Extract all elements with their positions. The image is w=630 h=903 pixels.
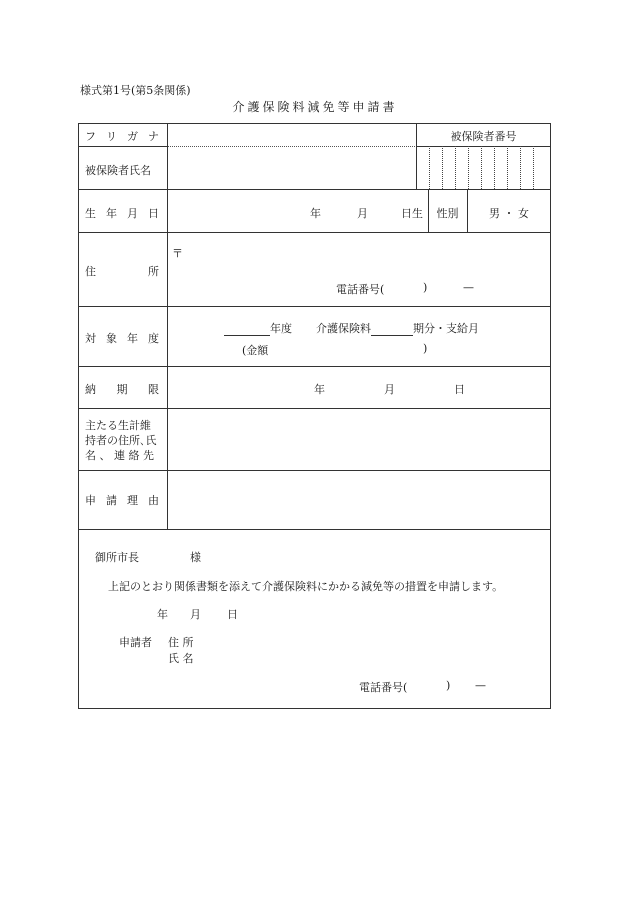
birth-month-unit: 月 xyxy=(357,207,368,220)
number-box-divider xyxy=(520,146,521,189)
honorific: 様 xyxy=(190,551,201,564)
row-divider-address xyxy=(78,232,551,233)
row-divider-application xyxy=(78,529,551,530)
amount-close: ) xyxy=(423,342,428,355)
insured-number-label: 被保険者番号 xyxy=(450,130,517,143)
row-divider-provider xyxy=(78,408,551,409)
premium-label: 介護保険料 xyxy=(316,322,371,335)
reason-label: 申 請 理 由 xyxy=(85,494,159,507)
installment-blank[interactable] xyxy=(371,323,413,336)
row-divider-deadline xyxy=(78,366,551,367)
birth-day-unit: 日生 xyxy=(401,207,423,220)
row-divider-reason xyxy=(78,470,551,471)
address-label: 住 所 xyxy=(85,265,159,278)
number-box-divider xyxy=(455,146,456,189)
application-statement: 上記のとおり関係書類を添えて介護保険料にかかる減免等の措置を申請します。 xyxy=(108,580,504,593)
addressee: 御所市長 xyxy=(95,551,139,564)
applicant-phone-close: ) xyxy=(446,679,451,692)
label-column-divider xyxy=(167,123,168,529)
number-box-divider xyxy=(442,146,443,189)
row-divider-birth xyxy=(78,189,551,190)
furigana-label: フ リ ガ ナ xyxy=(85,130,159,143)
number-box-divider xyxy=(429,146,430,189)
deadline-day-unit: 日 xyxy=(454,383,465,396)
target-year-line xyxy=(224,320,479,336)
form-title: 介護保険料減免等申請書 xyxy=(232,100,398,114)
applicant-phone-dash: — xyxy=(475,679,486,692)
applicant-phone-label: 電話番号( xyxy=(359,681,408,694)
applicant-name-label: 氏 名 xyxy=(168,652,194,665)
insured-name-label: 被保険者氏名 xyxy=(85,164,151,177)
birth-date-label: 生 年 月 日 xyxy=(85,207,159,220)
furigana-divider xyxy=(167,146,417,147)
number-box-divider xyxy=(533,146,534,189)
application-date-month: 月 xyxy=(190,608,201,621)
postal-mark: 〒 xyxy=(172,247,183,260)
installment-label: 期分・支給月 xyxy=(413,322,479,335)
birth-year-unit: 年 xyxy=(310,207,321,220)
address-phone-label: 電話番号( xyxy=(336,283,385,296)
provider-label: 主たる生計維 持者の住所､氏 名 、 連 絡 先 xyxy=(85,419,157,462)
amount-open: (金額 xyxy=(242,344,269,357)
insured-number-divider xyxy=(416,146,551,147)
fiscal-year-unit: 年度 xyxy=(270,322,292,335)
applicant-label: 申請者 xyxy=(119,636,152,649)
fiscal-year-blank[interactable] xyxy=(224,323,270,336)
deadline-label: 納 期 限 xyxy=(85,383,159,396)
applicant-address-label: 住 所 xyxy=(168,636,194,649)
gender-options[interactable]: 男 ・ 女 xyxy=(489,207,529,220)
address-phone-close: ) xyxy=(423,281,428,294)
row-divider-name xyxy=(78,146,168,147)
number-box-divider xyxy=(468,146,469,189)
number-box-divider xyxy=(481,146,482,189)
application-date-day: 日 xyxy=(227,608,238,621)
form-number: 様式第1号(第5条関係) xyxy=(80,84,191,97)
deadline-year-unit: 年 xyxy=(314,383,325,396)
address-phone-dash: — xyxy=(463,281,474,294)
row-divider-target xyxy=(78,306,551,307)
number-box-divider xyxy=(494,146,495,189)
target-year-label: 対 象 年 度 xyxy=(85,332,159,345)
application-date-year: 年 xyxy=(157,608,168,621)
gender-label: 性別 xyxy=(436,207,459,220)
deadline-month-unit: 月 xyxy=(384,383,395,396)
number-box-divider xyxy=(507,146,508,189)
